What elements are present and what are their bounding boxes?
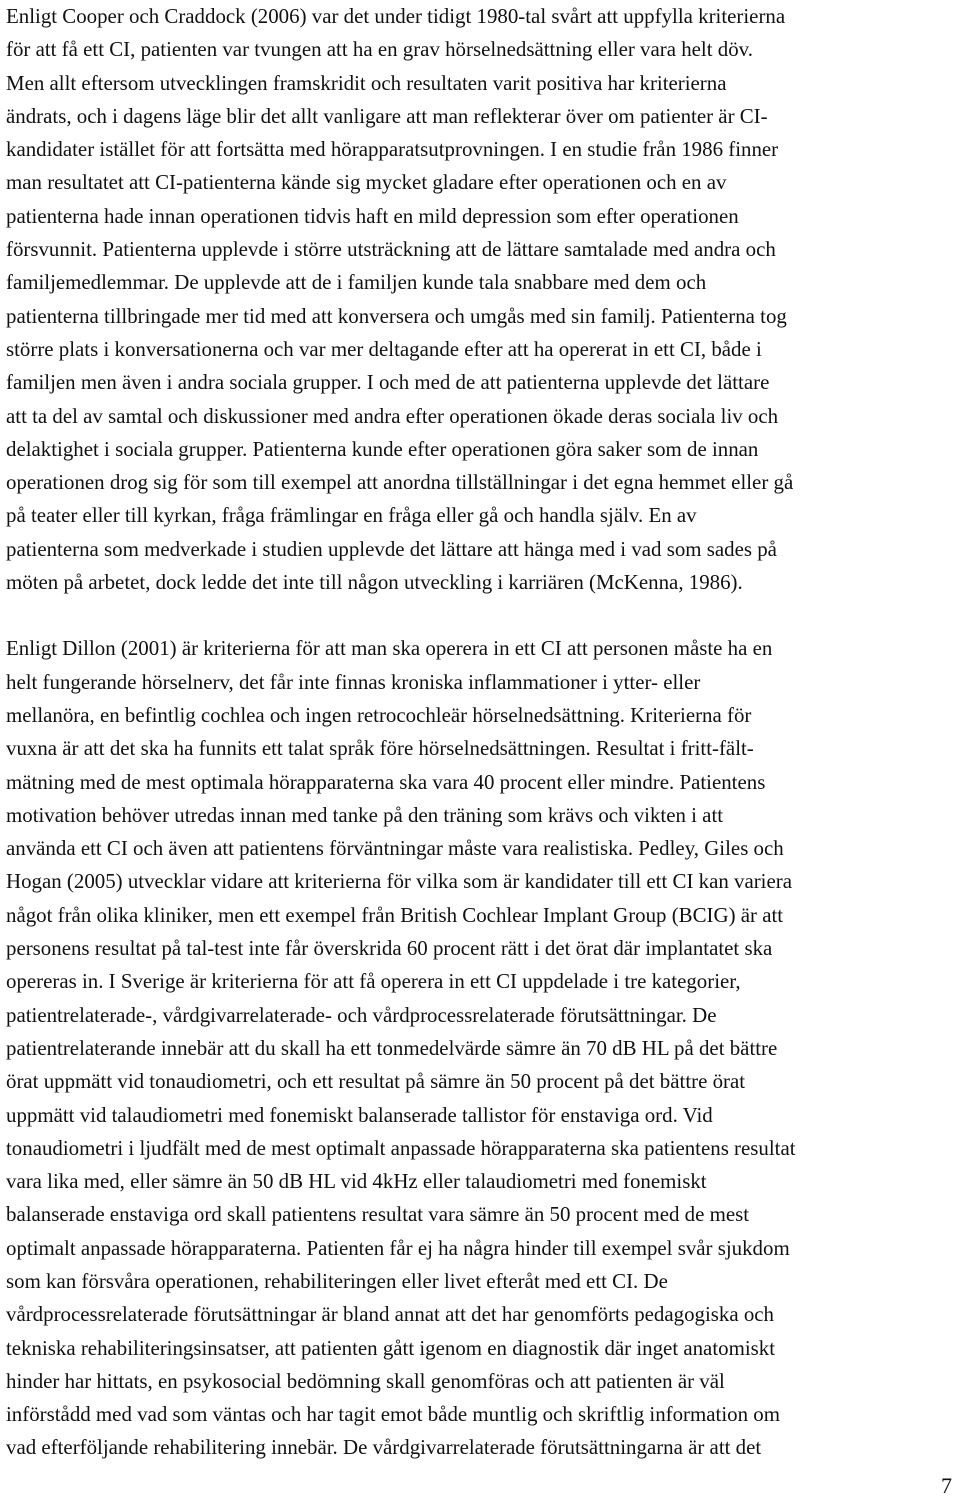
text-line: införstådd med vad som väntas och har tagit emot både muntlig och skriftlig information om — [6, 1402, 780, 1427]
text-line: delaktighet i sociala grupper. Patienterna kunde efter operationen göra saker som de innan — [6, 436, 759, 461]
text-line: Men allt eftersom utvecklingen framskridit och resultaten varit positiva har kriterierna — [6, 70, 727, 95]
text-line: vara lika med, eller sämre än 50 dB HL vid 4kHz eller talaudiometri med fonemiskt — [6, 1169, 707, 1194]
text-line: vuxna är att det ska ha funnits ett talat språk före hörselnedsättningen. Resultat i fritt-fält- — [6, 736, 754, 761]
text-line: vad efterföljande rehabilitering innebär. De vårdgivarrelaterade förutsättningarna är att det — [6, 1435, 762, 1460]
text-line: tonaudiometri i ljudfält med de mest optimalt anpassade hörapparaterna ska patientens resultat — [6, 1135, 796, 1160]
text-line: på teater eller till kyrkan, fråga främlingar en fråga eller gå och handla själv. En av — [6, 503, 697, 528]
text-line: att ta del av samtal och diskussioner med andra efter operationen ökade deras sociala liv och — [6, 403, 779, 428]
text-line: patientrelaterande innebär att du skall ha ett tonmedelvärde sämre än 70 dB HL på det bättre — [6, 1035, 778, 1060]
text-line: patientrelaterade-, vårdgivarrelaterade- och vårdprocessrelaterade förutsättningar. De — [6, 1002, 717, 1027]
text-line: patienterna som medverkade i studien upplevde det lättare att hänga med i vad som sades på — [6, 536, 777, 561]
text-line: något från olika kliniker, men ett exempel från British Cochlear Implant Group (BCIG) är att — [6, 902, 784, 927]
text-line: hinder har hittats, en psykosocial bedömning skall genomföras och att patienten är väl — [6, 1368, 725, 1393]
text-line: man resultatet att CI-patienterna kände sig mycket gladare efter operationen och en av — [6, 170, 727, 195]
text-line: mätning med de mest optimala hörapparaterna ska vara 40 procent eller mindre. Patientens — [6, 769, 766, 794]
paragraph-spacer — [6, 599, 956, 632]
text-line: uppmätt vid talaudiometri med fonemiskt balanserade tallistor för enstaviga ord. Vid — [6, 1102, 713, 1127]
document-page — [6, 0, 956, 1465]
text-line: örat uppmätt vid tonaudiometri, och ett resultat på sämre än 50 procent på det bättre örat — [6, 1069, 746, 1094]
text-line: familjen men även i andra sociala grupper. I och med de att patienterna upplevde det lättare — [6, 370, 770, 395]
text-line: familjemedlemmar. De upplevde att de i familjen kunde tala snabbare med dem och — [6, 270, 707, 295]
paragraph-cooper-craddock — [6, 0, 956, 599]
text-line: opereras in. I Sverige är kriterierna för att få operera in ett CI uppdelade i tre kategorier, — [6, 969, 741, 994]
text-line: Enligt Dillon (2001) är kriterierna för att man ska operera in ett CI att personen måste ha en — [6, 636, 773, 661]
text-line: patienterna hade innan operationen tidvis haft en mild depression som efter operationen — [6, 203, 739, 228]
text-line: tekniska rehabiliteringsinsatser, att patienten gått igenom en diagnostik där inget anatomiskt — [6, 1335, 776, 1360]
text-line: Hogan (2005) utvecklar vidare att kriterierna för vilka som är kandidater till ett CI kan variera — [6, 869, 792, 894]
text-line: för att få ett CI, patienten var tvungen att ha en grav hörselnedsättning eller vara helt döv. — [6, 37, 753, 62]
text-line: använda ett CI och även att patientens förväntningar måste vara realistiska. Pedley, Giles och — [6, 836, 784, 861]
text-line: Enligt Cooper och Craddock (2006) var det under tidigt 1980-tal svårt att uppfylla kriterierna — [6, 4, 786, 28]
text-line: mellanöra, en befintlig cochlea och ingen retrocochleär hörselnedsättning. Kriterierna för — [6, 702, 752, 727]
text-line: operationen drog sig för som till exempel att anordna tillställningar i det egna hemmet eller gå — [6, 470, 794, 495]
text-line: motivation behöver utredas innan med tanke på den träning som krävs och vikten i att — [6, 802, 724, 827]
text-line: ändrats, och i dagens läge blir det allt vanligare att man reflekterar över om patienter är CI- — [6, 103, 768, 128]
text-line: större plats i konversationerna och var mer deltagande efter att ha opererat in ett CI, både i — [6, 336, 762, 361]
text-line: möten på arbetet, dock ledde det inte till någon utveckling i karriären (McKenna, 1986). — [6, 570, 743, 595]
text-line: patienterna tillbringade mer tid med att konversera och umgås med sin familj. Patienterna tog — [6, 303, 787, 328]
page-number: 7 — [941, 1473, 952, 1498]
paragraph-dillon — [6, 632, 956, 1464]
text-line: kandidater istället för att fortsätta med hörapparatsutprovningen. I en studie från 1986 finner — [6, 137, 779, 162]
text-line: vårdprocessrelaterade förutsättningar är bland annat att det har genomförts pedagogiska och — [6, 1302, 775, 1327]
text-line: optimalt anpassade hörapparaterna. Patienten får ej ha några hinder till exempel svår sjukdom — [6, 1235, 790, 1260]
text-line: helt fungerande hörselnerv, det får inte finnas kroniska inflammationer i ytter- eller — [6, 669, 701, 694]
text-line: försvunnit. Patienterna upplevde i större utsträckning att de lättare samtalade med andra och — [6, 237, 776, 262]
text-line: balanserade enstaviga ord skall patientens resultat vara sämre än 50 procent med de mest — [6, 1202, 750, 1227]
text-line: personens resultat på tal-test inte får överskrida 60 procent rätt i det örat där implantatet ska — [6, 936, 773, 961]
text-line: som kan försvåra operationen, rehabiliteringen eller livet efteråt med ett CI. De — [6, 1268, 668, 1293]
